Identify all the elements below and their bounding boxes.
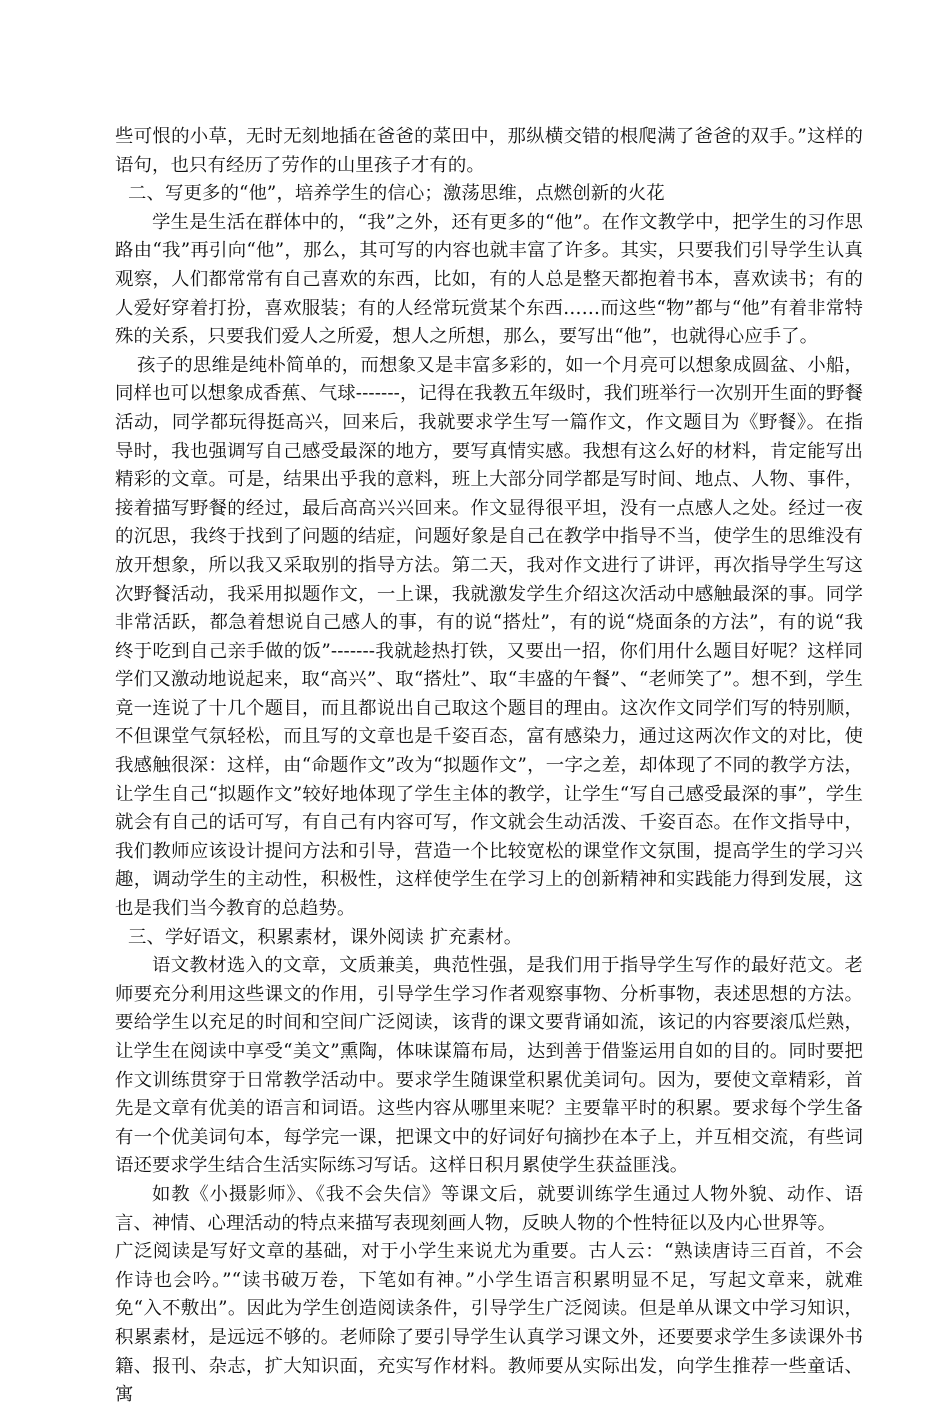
section-heading-two: 二、写更多的“他”，培养学生的信心；激荡思维，点燃创新的火花	[128, 183, 665, 205]
paragraph-others: 学生是生活在群体中的，“我”之外，还有更多的“他”。在作文教学中，把学生的习作思路由“我”再引向“他”，那么，其可写的内容也就丰富了许多。其实，只要我们引导学生认真观察，人们都常常有自己喜欢的东西，比如，有的人总是整天都抱着书本，喜欢读书；有的人爱好穿着打扮，喜欢服装；有的人经常玩赏某个东西……而这些“物”都与“他”有着非常特殊的关系，只要我们爱人之所爱，想人之所想，那么，要写出“他”，也就得心应手了。	[115, 211, 863, 348]
paragraph-picnic-story: 孩子的思维是纯朴简单的，而想象又是丰富多彩的，如一个月亮可以想象成圆盆、小船，同样也可以想象成香蕉、气球-------，记得在我教五年级时，我们班举行一次别开生面的野餐活动，同学都玩得挺高兴，回来后，我就要求学生写一篇作文，作文题目为《野餐》。在指导时，我也强调写自己感受最深的地方，要写真情实感。我想有这么好的材料，肯定能写出精彩的文章。可是，结果出乎我的意料，班上大部分同学都是写时间、地点、人物、事件，接着描写野餐的经过，最后高高兴兴回来。作文显得很平坦，没有一点感人之处。经过一夜的沉思，我终于找到了问题的结症，问题好象是自己在教学中指导不当，使学生的思维没有放开想象，所以我又采取别的指导方法。第二天，我对作文进行了讲评，再次指导学生写这次野餐活动，我采用拟题作文，一上课，我就激发学生介绍这次活动中感触最深的事。同学非常活跃，都急着想说自己感人的事，有的说“搭灶”，有的说“烧面条的方法”，有的说“我终于吃到自己亲手做的饭”-------我就趁热打铁，又要出一招，你们用什么题目好呢？这样同学们又激动地说起来，取“高兴”、取“搭灶”、取“丰盛的午餐”、“老师笑了”。想不到，学生竟一连说了十几个题目，而且都说出自己取这个题目的理由。这次作文同学们写的特别顺，不但课堂气氛轻松，而且写的文章也是千姿百态，富有感染力，通过这两次作文的对比，使我感触很深：这样，由“命题作文”改为“拟题作文”，一字之差，却体现了不同的教学方法，让学生自己“拟题作文”较好地体现了学生主体的教学，让学生“写自己感受最深的事”，学生就会有自己的话可写，有自己有内容可写，作文就会生动活泼、千姿百态。在作文指导中，我们教师应该设计提问方法和引导，营造一个比较宽松的课堂作文氛围，提高学生的学习兴趣，调动学生的主动性，积极性，这样使学生在学习上的创新精神和实践能力得到发展，这也是我们当今教育的总趋势。	[115, 354, 863, 920]
paragraph-example-lessons: 如教《小摄影师》、《我不会失信》等课文后，就要训练学生通过人物外貌、动作、语言、神情、心理活动的特点来描写表现刻画人物，反映人物的个性特征以及内心世界等。	[115, 1183, 863, 1234]
paragraph-textbook: 语文教材选入的文章，文质兼美，典范性强，是我们用于指导学生写作的最好范文。老师要充分利用这些课文的作用，引导学生学习作者观察事物、分析事物，表述思想的方法。要给学生以充足的时间和空间广泛阅读，该背的课文要背诵如流，该记的内容要滚瓜烂熟，让学生在阅读中享受“美文”熏陶，体味谋篇布局，达到善于借鉴运用自如的目的。同时要把作文训练贯穿于日常教学活动中。要求学生随课堂积累优美词句。因为，要使文章精彩，首先是文章有优美的语言和词语。这些内容从哪里来呢？主要靠平时的积累。要求每个学生备有一个优美词句本，每学完一课，把课文中的好词好句摘抄在本子上，并互相交流，有些词语还要求学生结合生活实际练习写话。这样日积月累使学生获益匪浅。	[115, 955, 863, 1177]
paragraph-continuation: 些可恨的小草，无时无刻地插在爸爸的菜田中，那纵横交错的根爬满了爸爸的双手。”这样的语句，也只有经历了劳作的山里孩子才有的。	[115, 126, 863, 176]
section-heading-three: 三、学好语文，积累素材，课外阅读 扩充素材。	[128, 926, 523, 948]
document-page	[115, 123, 863, 1410]
paragraph-wide-reading: 广泛阅读是写好文章的基础，对于小学生来说尤为重要。古人云：“熟读唐诗三百首，不会作诗也会吟。”“读书破万卷，下笔如有神。”小学生语言积累明显不足，写起文章来，就难免“入不敷出”。因此为学生创造阅读条件，引导学生广泛阅读。但是单从课文中学习知识，积累素材，是远远不够的。老师除了要引导学生认真学习课文外，还要要求学生多读课外书籍、报刊、杂志，扩大知识面，充实写作材料。教师要从实际出发，向学生推荐一些童话、寓	[115, 1241, 863, 1406]
